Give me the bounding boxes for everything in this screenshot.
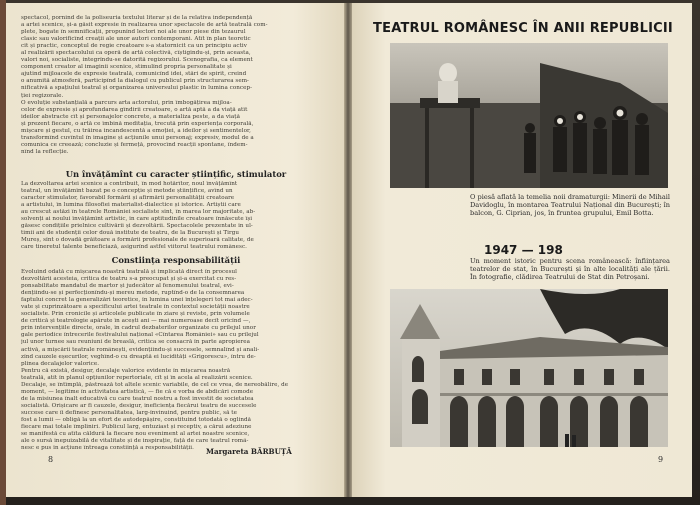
section2-line: activă, a mișcării teatrale românești, evidențiindu-și succesele, semnalînd și anali- [21,346,260,353]
intro-line: ției regizorale. [21,92,64,99]
section2-line: zînd cauzele eșecurilor, veghînd-o cu dreaptă ei lucidități «Grigorescu», întru de- [21,353,256,360]
intro-line: valori noi, socialiste, integrîndu-se datorită regizorului. Scenografia, ca element [21,57,253,64]
section2-line: se manifestă cu atîta căldură la fiecare nou eveniment al artei noastre scenice, [21,431,250,438]
section2-line: Pentru că există, desigur, decalaje valorice evidente în mișcarea noastră [21,367,231,374]
section1-heading: Un învățămînt cu caracter științific, stimulator [65,169,287,179]
section2-line: teatrală, atît în planul opțiunilor repertoriale, cît și în acela al realizării scenice. [21,374,253,381]
intro-line: plete, bogate în semnificații, propunînd lectori noi ale unor piese din tezaurul [21,29,246,36]
intro-line: și prezent fiecare, o artă ce îmbină meditația, trecută prin experiența corporală, [21,120,254,127]
author-signature: Margareta BĂRBUȚĂ [206,447,292,456]
section2-line: ponsabilitate mandatul de martor și judecător al fenomenului teatral, evi- [21,283,234,290]
section1-line: timii ani de studenții celor două institute de teatru, de la București și Tîrgu [21,230,239,237]
right-page [352,3,692,497]
section1-line: Mureș, sînt o dovadă grăitoare a formării profesionale de superioară calitate, de [21,237,254,244]
intro-line: o anumită atmosferă, participînd la dialogul cu publicul prin structurarea sem- [21,78,249,85]
page-title: TEATRUL ROMÂNESC ÎN ANII REPUBLICII [373,21,673,36]
intro-line: nificativă a spațiului teatral și organizarea universului plastic în lumina concep- [21,85,253,92]
intro-line: a artei scenice, și-a găsit expresie în realizarea unor spectacole de artă teatrală com- [21,22,268,29]
intro-line: celor de expresie și aprofundarea gîndirii creatoare, o artă aptă a da viață atît [21,106,248,113]
section2-line: moment, — legitime în activitatea artistică, — fie că e vorba de abdicări comode [21,388,254,395]
section1-line: caracter stimulator, favorabil formării și afirmării personalității creatoare [21,195,235,202]
section1-line: solvenți ai noului învățămînt artistic, în care aptitudinile creatoare înnăscute își [21,216,253,223]
section2-line: prin intervențiile directe, orale, în cadrul dezbaterilor organizate cu prilejul unor [21,325,256,332]
section1-line: a artistului, în lumina filosofiei materialist-dialectice și istorice. Artiștii care [21,202,241,209]
section2-line: vate și cuprinzătoare a specificului artei teatrale în contextul societății noastre [21,304,250,311]
section2-line: dențiindu-se și perfecționîndu-și mereu metode, ruptînd-o de la consemnarea [21,290,245,297]
section2-line: socialistă. Orișicare ar fi cauzele, desigur, ineficiența fiecărui teatru de succesele [21,402,257,409]
intro-line: ajutînd mijloacele de expresie teatrală, comunicînd idei, stări de spirit, creînd [21,71,247,78]
intro-line: component creator al imaginii scenice, stimulînd propria personalitate și [21,64,232,71]
section2-line: de la misiunea înalt educativă cu care teatrul nostru a fost investit de societatea [21,395,254,402]
intro-line: comunica ce creează; concluzie și fermeță, provocînd reacții spontane, îndem- [21,141,248,148]
intro-line: nînd la reflecție. [21,148,69,155]
caption-top: O piesă aflată la temelia noii dramaturgii: Minerii de Mihail Davidoglu, în montarea Teatrului Național din București; în balcon, G. Ciprian, jos, în fruntea grupului, Emil Botta. [470,193,670,217]
section2-line: fiecare mai totale împliniri. Publicul larg, entuziast și receptiv, a cărui adeziune [21,424,252,431]
section1-line: teatral, un învățămînt bazat pe o concepție și metode științifice, avînd un [21,188,233,195]
section2-line: succese care îi definesc personalitatea, larg-învinuind, pentru public, să te [21,409,237,416]
left-page [6,3,344,497]
years-heading: 1947 — 198 [484,243,563,257]
section2-text [21,269,331,452]
section2-line: ale o sursă inepuizabilă de vitalitate și de inspirație, față de care teatrul româ- [21,438,249,445]
section2-line: dezvoltării acesteia, critica de teatru s-a preocupat și și-a exercitat cu res- [21,276,237,283]
section2-line: fost a lumii — obligă la un efort de autodepășire, constituind totodată o oglindă [21,416,252,423]
section2-heading: Constiința responsabilității [111,255,241,265]
section1-line: au crescut astăzi în teatrele României socialiste sînt, în marea lor majoritate, ab- [21,209,256,216]
section2-line: plinea decalajelor valorice. [21,360,100,367]
section2-line: gale periodice întrecerile festivalului național «Cîntarea României» sau cu prilejul [21,332,259,339]
intro-line: cît și practic, conceptul de regie creatoare s-a statornicit ca un principiu activ [21,43,247,50]
page-number-left: 8 [48,455,54,464]
intro-line: mișcare și gestul, cu trăirea incandescentă a emoției, a ideilor și sentimentelor, [21,127,251,134]
section2-line: Evoluînd odată cu mișcarea noastră teatrală și implicată direct în procesul [21,269,237,275]
intro-line: clasic sau valorificînd creații ale unor autori contemporani. Atît în plan teoretic [21,36,251,43]
section1-line: găsesc condițiile prielnice cultivării și dezvoltării. Spectacolele prezentate în ul- [21,223,253,230]
intro-text [21,15,331,156]
section1-line: care tineretul talente beneficiază, asigurînd astfel viitorul teatrului românesc. [21,244,247,251]
intro-line: transformînd cuvîntul în imagine și acțiunile unui personaj; expresiv, modul de a [21,134,254,141]
photo-theatre-building [390,289,668,447]
section2-line: nesc e pus în acțiune întreaga constiință a responsabilității. [21,445,194,452]
section2-line: socialiste. Prin cronicile și articolele publicate în ziare și reviste, prin volumele [21,311,250,318]
page-number-right: 9 [658,455,664,464]
intro-line: O evoluție substanțială a parcurs arta actorului, prin îmbogățirea mijloa- [21,99,232,106]
section1-text [21,181,331,251]
intro-line: spectacol, pornind de la poliseuria textului literar și de la relativa independență [21,15,253,21]
caption-bottom: Un moment istoric pentru scena românească: înființarea teatrelor de stat, în București și în alte localități ale țării. În fotografie, clădirea Teatrului de Stat din Petroșani. [470,257,670,281]
section2-line: faptului concret la generalizări teoretice, în lumina unei înțelegeri tot mai adec- [21,297,253,304]
photo-minerii-art [390,43,668,188]
section2-line: Decalaje, se întîmplă, păstrează tot altele scenic variabile, de cel ce vrea, de nereobălire, de [21,381,289,388]
section2-line: de critică și teatrologie apărute în acești ani — mai numeroase decît oricînd —, [21,318,251,325]
section2-line: jul unor turnee sau reuniuni de breaslă, critica se consacră în parte apropierea [21,339,251,346]
book-gutter [344,3,352,497]
intro-line: ideilor abstracte cît și personajelor concrete, a materializa peste, a da viață [21,113,240,120]
photo-building-art [390,289,668,447]
photo-minerii-scene [390,43,668,188]
section1-line: La dezvoltarea artei scenice a contribuit, în mod hotărîtor, noul învățămînt [21,181,238,187]
intro-line: al realizării spectacolului ca operă de artă colectivă, cîștigîndu-și, prin aceasta, [21,50,251,57]
